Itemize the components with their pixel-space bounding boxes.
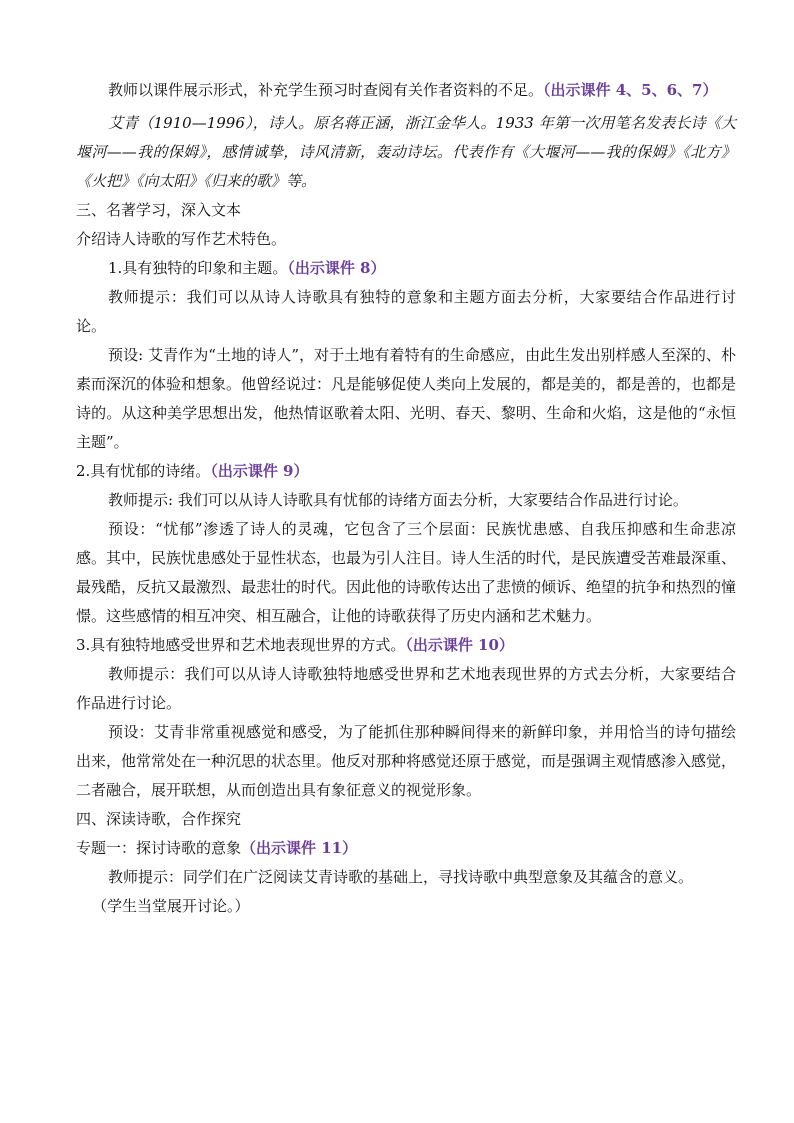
document-page [76,76,736,921]
student-discussion-note [76,892,736,921]
paragraph-text: （学生当堂展开讨论。） [92,897,250,915]
paragraph-text: 预设：“忧郁”渗透了诗人的灵魂，它包含了三个层面：民族忧患感、自我压抑感和生命悲凉感。其中，民族忧患感处于显性状态，也最为引人注目。诗人生活的时代，是民族遭受苦难最深重、最残酷，反抗又最激烈、最悲壮的时代。因此他的诗歌传达出了悲愤的倾诉、绝望的抗争和热烈的憧憬。这些感情的相互冲突、相互融合，让他的诗歌获得了历史内涵和艺术魅力。 [76,520,737,625]
teacher-tip-3 [76,660,736,718]
courseware-link: （出示课件 4、5、6、7） [543,81,718,99]
courseware-link: （出示课件 11） [241,839,358,857]
preset-3 [76,718,736,805]
paragraph-text: 教师提示: 我们可以从诗人诗歌具有忧郁的诗绪方面去分析，大家要结合作品进行讨论。 [108,491,688,509]
point-text: 2.具有忧郁的诗绪。 [76,462,211,480]
point-1-heading [76,254,736,283]
paragraph-text: 教师提示：我们可以从诗人诗歌独特地感受世界和艺术地表现世界的方式去分析，大家要结合作品进行讨论。 [76,665,736,712]
preset-1 [76,341,736,457]
courseware-link: （出示课件 10） [405,636,514,654]
teacher-tip-2 [76,486,736,515]
paragraph-text: 预设: 艾青作为“土地的诗人”，对于土地有着特有的生命感应，由此生发出别样感人至深的、朴素而深沉的体验和想象。他曾经说过：凡是能够促使人类向上发展的，都是美的，都是善的，也都是诗的。从这种美学思想出发，他热情讴歌着太阳、光明、春天、黎明、生命和火焰，这是他的“永恒主题”。 [76,346,737,451]
teacher-tip-1 [76,283,736,341]
point-3-heading [76,631,736,660]
author-bio-text: 艾青（1910—1996），诗人。原名蒋正涵，浙江金华人。1933 年第一次用笔名发表长诗《大堰河——我的保姆》，感情诚挚，诗风清新，轰动诗坛。代表作有《大堰河——我的保姆》《北方》《火把》《向太阳》《归来的歌》等。 [76,114,736,190]
preset-2 [76,515,736,631]
paragraph-text: 教师提示：同学们在广泛阅读艾青诗歌的基础上，寻找诗歌中典型意象及其蕴含的意义。 [108,868,694,886]
point-text: 3.具有独特地感受世界和艺术地表现世界的方式。 [76,636,406,654]
paragraph-intro [76,76,736,105]
courseware-link: （出示课件 9） [210,462,309,480]
topic-text: 专题一：探讨诗歌的意象 [76,839,242,857]
paragraph-text: 教师以课件展示形式，补充学生预习时查阅有关作者资料的不足。 [108,81,544,99]
section-heading-3 [76,196,736,225]
paragraph-text: 介绍诗人诗歌的写作艺术特色。 [76,230,287,248]
point-2-heading [76,457,736,486]
point-text: 1.具有独特的印象和主题。 [108,259,288,277]
section-intro [76,225,736,254]
paragraph-text: 教师提示：我们可以从诗人诗歌具有独特的意象和主题方面去分析，大家要结合作品进行讨论。 [76,288,736,335]
heading-text: 三、名著学习，深入文本 [76,201,242,219]
section-heading-4 [76,805,736,834]
author-bio [76,109,736,196]
teacher-tip-4 [76,863,736,892]
topic-1-heading [76,834,736,863]
courseware-link: （出示课件 8） [287,259,386,277]
heading-text: 四、深读诗歌，合作探究 [76,810,242,828]
paragraph-text: 预设：艾青非常重视感觉和感受，为了能抓住那种瞬间得来的新鲜印象，并用恰当的诗句描绘出来，他常常处在一种沉思的状态里。他反对那种将感觉还原于感觉，而是强调主观情感渗入感觉，二者融合，展开联想，从而创造出具有象征意义的视觉形象。 [76,723,737,799]
